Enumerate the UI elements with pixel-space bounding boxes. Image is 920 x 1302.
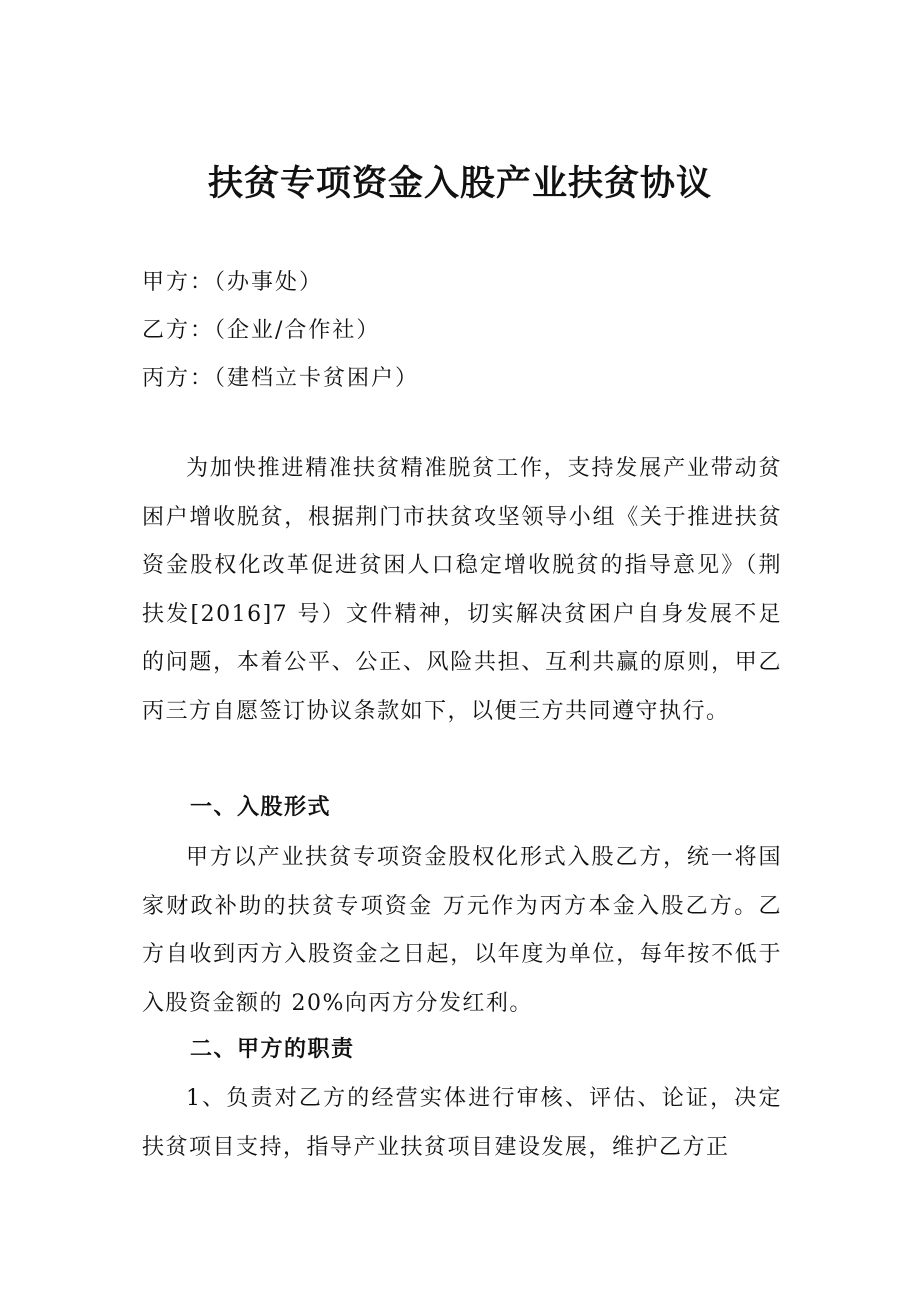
section-2-item-1: 1、负责对乙方的经营实体进行审核、评估、论证，决定扶贫项目支持，指导产业扶贫项目建设发展，维护乙方正	[142, 1086, 782, 1160]
section-1-body: 甲方以产业扶贫专项资金股权化形式入股乙方，统一将国家财政补助的扶贫专项资金 万元作为丙方本金入股乙方。乙方自收到丙方入股资金之日起，以年度为单位，每年按不低于入股资金额的 20%向丙方分发红利。	[142, 845, 782, 1016]
party-c-line: 丙方：（建档立卡贫困户）	[142, 366, 420, 391]
document-title: 扶贫专项资金入股产业扶贫协议	[207, 163, 712, 204]
party-b-line: 乙方：（企业/合作社）	[142, 318, 381, 343]
section-1-heading: 一、入股形式	[190, 794, 332, 820]
party-a-line: 甲方：（办事处）	[142, 270, 324, 295]
section-2-heading: 二、甲方的职责	[190, 1036, 355, 1062]
preamble-paragraph: 为加快推进精准扶贫精准脱贫工作，支持发展产业带动贫困户增收脱贫，根据荆门市扶贫攻坚领导小组《关于推进扶贫资金股权化改革促进贫困人口稳定增收脱贫的指导意见》（荆扶发[2016]7 号）文件精神，切实解决贫困户自身发展不足的问题，本着公平、公正、风险共担、互利共赢的原则，甲乙丙三方自愿签订协议条款如下，以便三方共同遵守执行。	[142, 456, 782, 724]
